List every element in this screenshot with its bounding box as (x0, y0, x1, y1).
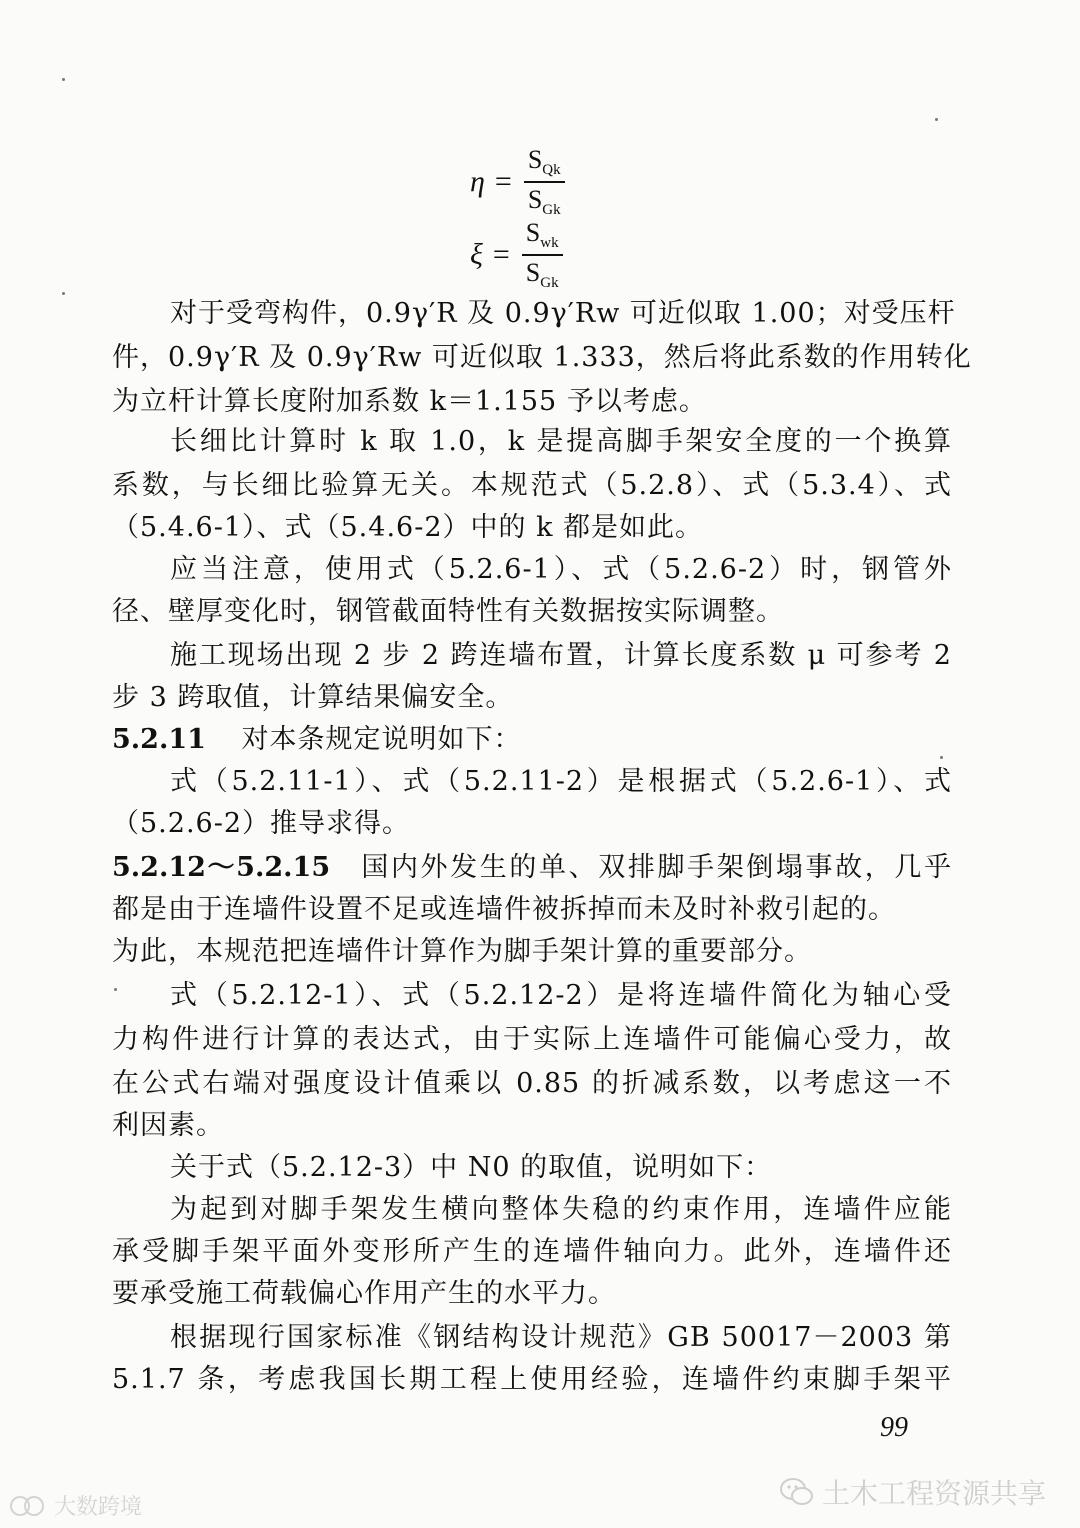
section-label: 5.2.11 (112, 724, 206, 755)
watermark-right (780, 1472, 1046, 1512)
fraction (522, 218, 563, 292)
text-line: 关于式（5.2.12-3）中 N0 的取值，说明如下： (170, 1152, 773, 1183)
numerator-base: S (527, 145, 543, 174)
scan-speck (114, 988, 117, 991)
denominator-base: S (527, 185, 543, 215)
text-line: 式（5.2.12-1）、式（5.2.12-2）是将连墙件简化为轴心受 (170, 980, 952, 1011)
eta-symbol: η (470, 165, 485, 199)
numerator-subscript: Qk (542, 162, 561, 179)
section-5-2-11 (112, 718, 952, 762)
watermark-left-text: 大数跨境 (54, 1495, 143, 1520)
numerator-base: S (525, 218, 541, 247)
text-line: 为立杆计算长度附加系数 k＝1.155 予以考虑。 (112, 386, 707, 417)
text-line: 5.1.7 条，考虑我国长期工程上使用经验，连墙件约束脚手架平 (112, 1364, 952, 1395)
fraction (524, 145, 565, 219)
wechat-icon (780, 1477, 814, 1507)
numerator (524, 145, 565, 183)
text-line: 都是由于连墙件设置不足或连墙件被拆掉而未及时补救引起的。 (112, 894, 896, 925)
section-text: 对本条规定说明如下： (241, 724, 522, 755)
watermark-left (8, 1490, 142, 1521)
scan-speck (62, 292, 65, 295)
section-text: 国内外发生的单、双排脚手架倒塌事故，几乎 (361, 852, 952, 883)
text-line: 式（5.2.11-1）、式（5.2.11-2）是根据式（5.2.6-1）、式 (170, 766, 952, 797)
scan-speck (940, 756, 943, 759)
denominator (524, 183, 565, 219)
text-line: 径、壁厚变化时，钢管截面特性有关数据按实际调整。 (112, 596, 784, 627)
formula-xi (470, 218, 563, 292)
text-line: 根据现行国家标准《钢结构设计规范》GB 50017－2003 第 (170, 1322, 952, 1353)
text-line: 承受脚手架平面外变形所产生的连墙件轴向力。此外，连墙件还 (112, 1236, 952, 1267)
scan-speck (935, 118, 938, 121)
text-line: 力构件进行计算的表达式，由于实际上连墙件可能偏心受力，故 (112, 1024, 952, 1055)
section-5-2-12 (112, 846, 952, 890)
xi-symbol: ξ (470, 238, 483, 272)
text-line: 应当注意，使用式（5.2.6-1）、式（5.2.6-2）时，钢管外 (170, 554, 952, 585)
denominator-subscript: Gk (540, 275, 559, 292)
denominator (522, 256, 563, 292)
logo-icon (8, 1493, 48, 1519)
text-line: 要承受施工荷载偏心作用产生的水平力。 (112, 1278, 616, 1309)
page-number: 99 (880, 1412, 908, 1443)
text-line: 为此，本规范把连墙件计算作为脚手架计算的重要部分。 (112, 936, 812, 967)
text-line: 为起到对脚手架发生横向整体失稳的约束作用，连墙件应能 (170, 1194, 952, 1225)
text-line: 系数，与长细比验算无关。本规范式（5.2.8）、式（5.3.4）、式 (112, 470, 952, 501)
scan-speck (62, 78, 65, 81)
watermark-right-text: 土木工程资源共享 (821, 1477, 1046, 1510)
text-line: （5.4.6-1）、式（5.4.6-2）中的 k 都是如此。 (112, 512, 704, 543)
denominator-subscript: Gk (542, 202, 561, 219)
text-line: 施工现场出现 2 步 2 跨连墙布置，计算长度系数 μ 可参考 2 (170, 640, 952, 671)
section-label: 5.2.12～5.2.15 (112, 852, 331, 883)
text-line: 利因素。 (112, 1110, 224, 1141)
numerator (522, 218, 563, 256)
text-line: 件，0.9γ′R 及 0.9γ′Rw 可近似取 1.333，然后将此系数的作用转化 (112, 342, 972, 373)
equals-sign: = (492, 238, 510, 272)
text-line: 长细比计算时 k 取 1.0，k 是提高脚手架安全度的一个换算 (170, 426, 952, 457)
formula-eta (470, 145, 565, 219)
text-line: 步 3 跨取值，计算结果偏安全。 (112, 682, 514, 713)
text-line: 对于受弯构件，0.9γ′R 及 0.9γ′Rw 可近似取 1.00；对受压杆 (170, 298, 956, 329)
numerator-subscript: wk (540, 235, 559, 252)
text-line: （5.2.6-2）推导求得。 (112, 808, 411, 839)
text-line: 在公式右端对强度设计值乘以 0.85 的折减系数，以考虑这一不 (112, 1068, 952, 1099)
denominator-base: S (525, 258, 541, 288)
equals-sign: = (494, 165, 512, 199)
